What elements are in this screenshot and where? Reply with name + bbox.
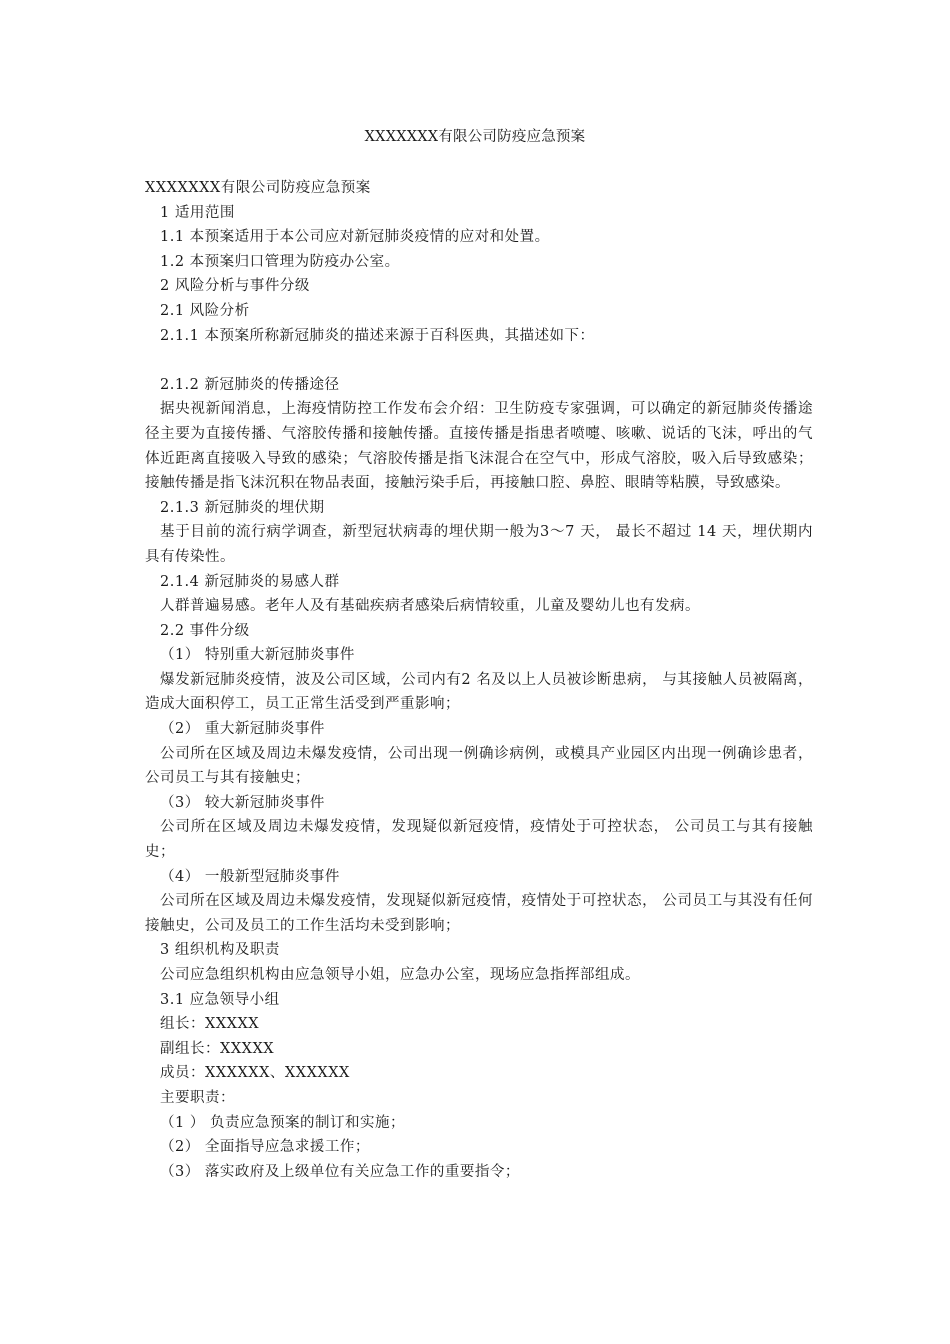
- list-item-heading: （3） 较大新冠肺炎事件: [160, 794, 325, 811]
- list-item: （2） 全面指导应急求援工作；: [160, 1139, 370, 1156]
- text-line: 1.2 本预案归口管理为防疫办公室。: [160, 253, 400, 270]
- list-item-heading: （1） 特别重大新冠肺炎事件: [160, 647, 355, 664]
- blank-line: [145, 348, 813, 373]
- section-heading: 1 适用范围: [160, 204, 235, 221]
- paragraph: 基于目前的流行病学调查，新型冠状病毒的埋伏期一般为3～7 天， 最长不超过 14 天，埋伏期内具有传染性。: [145, 524, 813, 565]
- text-line: 2.1.1 本预案所称新冠肺炎的描述来源于百科医典，其描述如下：: [160, 327, 595, 344]
- section-heading: 2 风险分析与事件分级: [160, 278, 310, 295]
- paragraph: 公司所在区域及周边未爆发疫情，发现疑似新冠疫情，疫情处于可控状态， 公司员工与其有接触史；: [145, 819, 813, 861]
- document-body: [145, 176, 813, 1184]
- list-item: （3） 落实政府及上级单位有关应急工作的重要指令；: [160, 1163, 520, 1180]
- paragraph: 人群普遍易感。老年人及有基础疾病者感染后病情较重，儿童及婴幼儿也有发病。: [160, 598, 700, 615]
- subsection-heading: 2.1.2 新冠肺炎的传播途径: [160, 376, 340, 393]
- paragraph: 据央视新闻消息，上海疫情防控工作发布会介绍：卫生防疫专家强调，可以确定的新冠肺炎传播途径主要为直接传播、气溶胶传播和接触传播。直接传播是指患者喷嚏、咳嗽、说话的飞沫，呼出的气体近距离直接吸入导致的感染；气溶胶传播是指飞沫混合在空气中，形成气溶胶，吸入后导致感染；接触传播是指飞沫沉积在物品表面，接触污染手后，再接触口腔、鼻腔、眼睛等粘膜，导致感染。: [145, 401, 813, 492]
- text-line: 公司应急组织机构由应急领导小姐，应急办公室，现场应急指挥部组成。: [160, 967, 640, 983]
- subsection-heading: 2.1.3 新冠肺炎的埋伏期: [160, 499, 325, 516]
- section-heading: 3 组织机构及职责: [160, 942, 280, 959]
- subsection-heading: 3.1 应急领导小组: [160, 991, 280, 1008]
- subsection-heading: 2.2 事件分级: [160, 622, 250, 639]
- list-item-heading: （2） 重大新冠肺炎事件: [160, 721, 325, 738]
- list-item-heading: （4） 一般新型冠肺炎事件: [160, 868, 340, 885]
- subsection-heading: 2.1.4 新冠肺炎的易感人群: [160, 573, 340, 590]
- text-line: 副组长：XXXXX: [160, 1040, 275, 1057]
- text-line: 主要职责：: [160, 1089, 235, 1106]
- text-line: 组长：XXXXX: [160, 1016, 260, 1033]
- body-heading: XXXXXXX有限公司防疫应急预案: [145, 180, 371, 196]
- text-line: 1.1 本预案适用于本公司应对新冠肺炎疫情的应对和处置。: [160, 229, 550, 246]
- text-line: 成员：XXXXXX、XXXXXX: [160, 1065, 350, 1082]
- paragraph: 公司所在区域及周边未爆发疫情，发现疑似新冠疫情，疫情处于可控状态， 公司员工与其没有任何接触史，公司及员工的工作生活均未受到影响；: [145, 893, 813, 934]
- paragraph: 爆发新冠肺炎疫情，波及公司区域，公司内有2 名及以上人员被诊断患病， 与其接触人员被隔离，造成大面积停工，员工正常生活受到严重影响；: [145, 671, 813, 713]
- list-item: （1 ） 负责应急预案的制订和实施；: [160, 1114, 405, 1131]
- paragraph: 公司所在区域及周边未爆发疫情，公司出现一例确诊病例，或模具产业园区内出现一例确诊患者，公司员工与其有接触史；: [145, 745, 813, 787]
- document-title: XXXXXXX有限公司防疫应急预案: [364, 129, 586, 145]
- subsection-heading: 2.1 风险分析: [160, 302, 250, 319]
